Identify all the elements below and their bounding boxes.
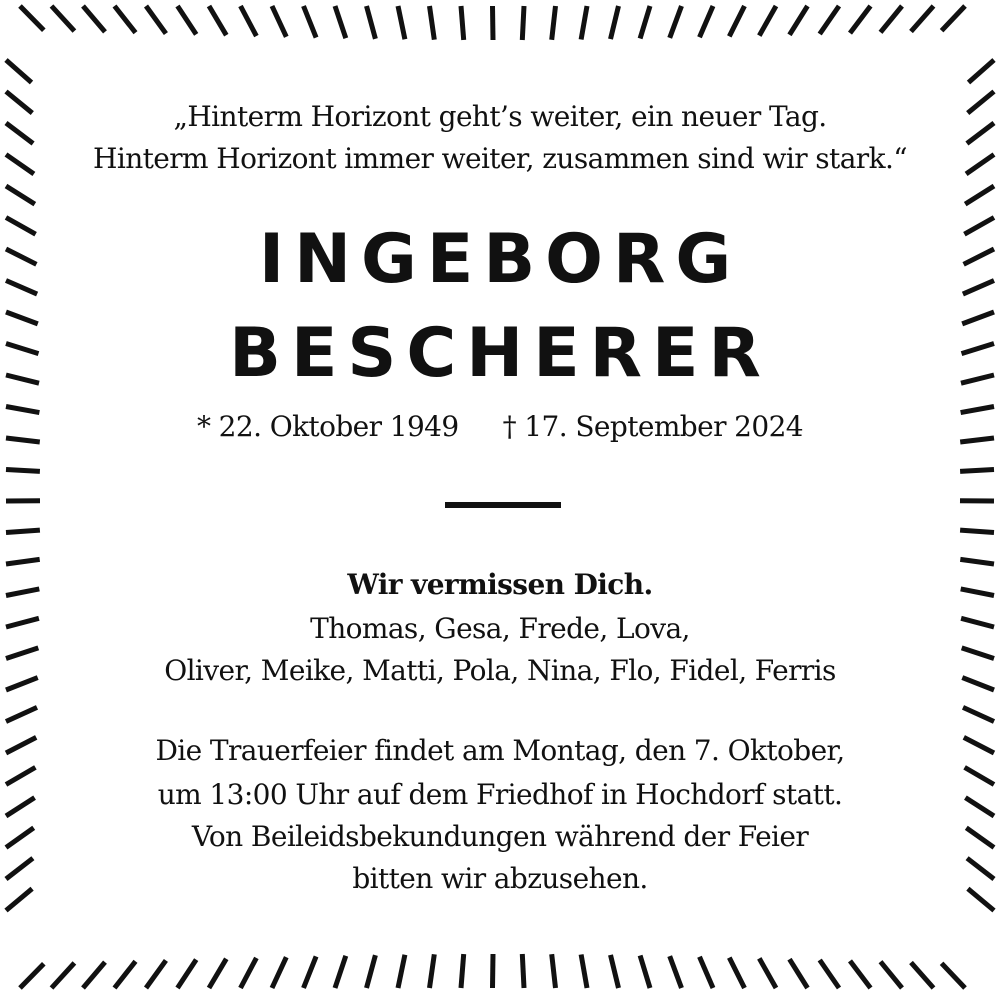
- border-dash: [6, 707, 37, 721]
- border-dash: [611, 955, 619, 988]
- border-dash: [611, 6, 619, 39]
- border-dash: [398, 6, 405, 39]
- border-dash: [552, 6, 556, 40]
- border-dash: [146, 6, 166, 34]
- border-dash: [522, 6, 524, 40]
- border-dash: [881, 6, 903, 32]
- border-dash: [729, 958, 744, 988]
- mourners-headline: Wir vermissen Dich.: [347, 568, 653, 601]
- border-dash: [700, 6, 714, 37]
- border-dash: [729, 6, 744, 36]
- funeral-line-1: Die Trauerfeier findet am Montag, den 7. Oktober,: [155, 734, 845, 767]
- border-dash: [581, 6, 587, 40]
- border-dash: [850, 6, 871, 33]
- border-dash: [581, 955, 587, 989]
- border-dash: [963, 707, 994, 721]
- border-dash: [6, 470, 40, 472]
- border-dash: [790, 6, 808, 35]
- border-dash: [640, 6, 650, 39]
- border-dash: [6, 530, 40, 532]
- border-dash: [398, 955, 405, 988]
- border-dash: [209, 959, 226, 988]
- border-dash: [6, 559, 40, 564]
- border-dash: [911, 963, 934, 989]
- border-dash: [670, 956, 682, 988]
- border-dash: [335, 956, 346, 988]
- border-dash: [430, 954, 435, 988]
- border-dash: [52, 6, 75, 31]
- border-dash: [700, 957, 714, 988]
- border-dash: [960, 470, 994, 472]
- border-dash: [790, 959, 808, 988]
- mourners-line-2: Oliver, Meike, Matti, Pola, Nina, Flo, Fidel, Ferris: [164, 654, 836, 687]
- border-dash: [83, 6, 105, 32]
- border-dash: [209, 6, 226, 35]
- border-dash: [367, 6, 376, 39]
- border-dash: [83, 962, 105, 988]
- border-dash: [960, 559, 994, 564]
- border-dash: [241, 6, 257, 36]
- border-dash: [670, 6, 682, 38]
- border-dash: [335, 6, 346, 38]
- death-date: † 17. September 2024: [502, 410, 804, 443]
- border-dash: [241, 958, 257, 988]
- funeral-line-4: bitten wir abzusehen.: [352, 862, 648, 895]
- border-dash: [146, 960, 166, 988]
- border-dash: [493, 954, 494, 988]
- life-dates: [0, 410, 1000, 443]
- border-dash: [820, 6, 839, 34]
- deceased-last-name: BESCHERER: [229, 314, 771, 393]
- border-dash: [960, 530, 994, 532]
- border-dash: [461, 954, 464, 988]
- border-dash: [942, 6, 965, 31]
- quote-line-2: Hinterm Horizont immer weiter, zusammen sind wir stark.“: [93, 142, 907, 175]
- divider: [445, 502, 561, 508]
- border-dash: [178, 6, 197, 34]
- border-dash: [881, 962, 903, 988]
- border-dash: [911, 6, 934, 32]
- border-dash: [115, 961, 136, 988]
- border-dash: [20, 964, 44, 988]
- border-dash: [52, 963, 75, 988]
- border-dash: [304, 6, 317, 38]
- quote-line-1: „Hinterm Horizont geht’s weiter, ein neuer Tag.: [173, 100, 827, 133]
- birth-date: * 22. Oktober 1949: [196, 410, 459, 443]
- border-dash: [552, 954, 556, 988]
- funeral-line-2: um 13:00 Uhr auf dem Friedhof in Hochdorf statt.: [157, 778, 843, 811]
- border-dash: [6, 60, 32, 83]
- border-dash: [965, 186, 994, 204]
- border-dash: [969, 60, 995, 83]
- deceased-first-name: INGEBORG: [258, 220, 742, 299]
- border-dash: [759, 958, 776, 988]
- border-dash: [522, 954, 524, 988]
- mourners-line-1: Thomas, Gesa, Frede, Lova,: [310, 612, 690, 645]
- border-dash: [367, 955, 376, 988]
- funeral-line-3: Von Beileidsbekundungen während der Feier: [191, 820, 809, 853]
- border-dash: [304, 956, 317, 988]
- border-dash: [461, 6, 464, 40]
- border-dash: [6, 186, 35, 204]
- border-dash: [820, 960, 839, 988]
- border-dash: [20, 6, 44, 30]
- border-dash: [850, 961, 871, 988]
- border-dash: [759, 6, 776, 36]
- border-dash: [178, 960, 197, 988]
- border-dash: [272, 957, 286, 988]
- border-dash: [493, 6, 494, 40]
- border-dash: [640, 956, 650, 989]
- border-dash: [942, 963, 965, 988]
- border-dash: [430, 6, 435, 40]
- border-dash: [115, 6, 136, 33]
- border-dash: [272, 6, 286, 37]
